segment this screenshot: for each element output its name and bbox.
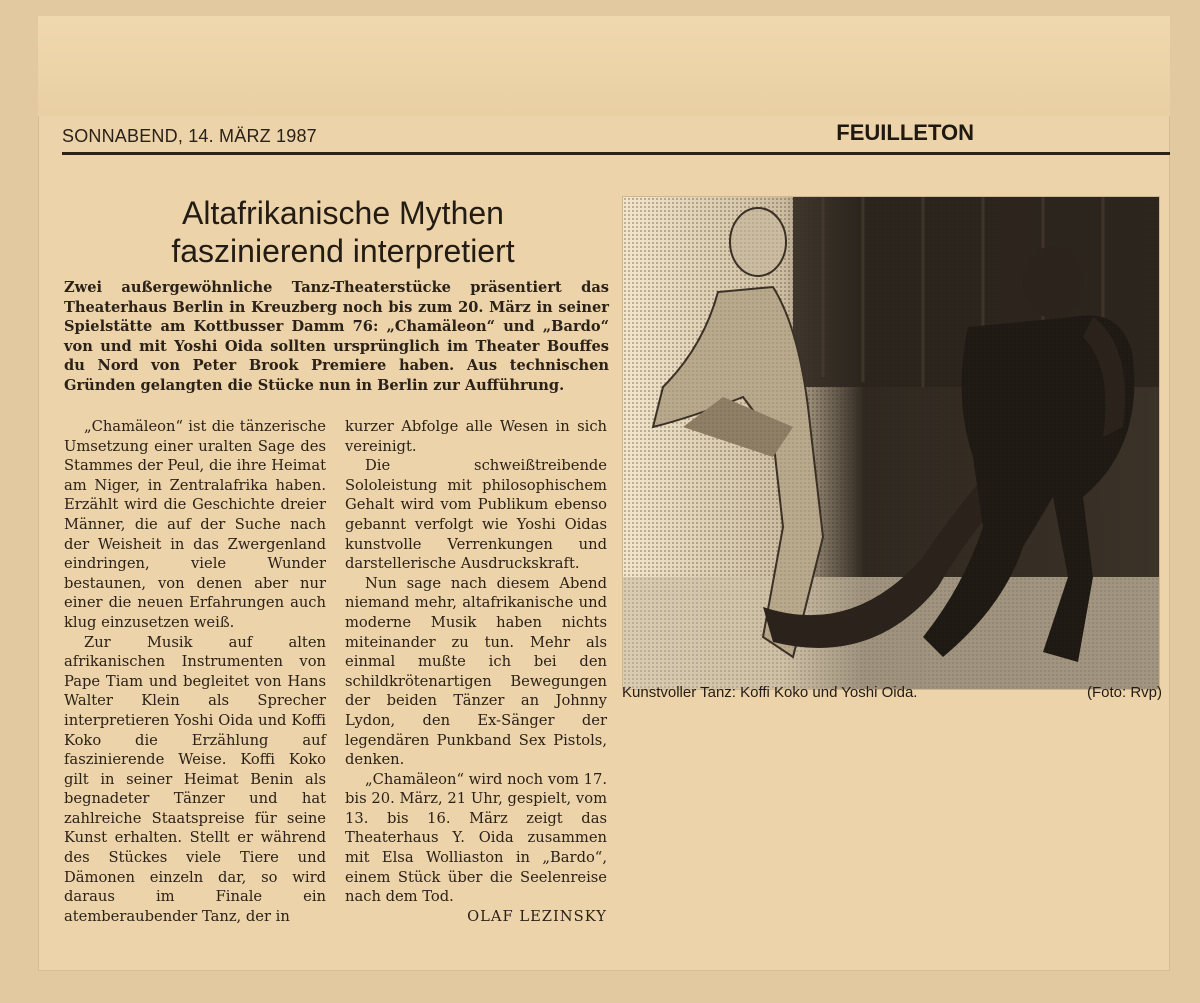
newspaper-clipping <box>38 16 1170 971</box>
masthead-rule <box>62 152 1170 155</box>
headline-line-2: faszinierend interpretiert <box>171 233 515 269</box>
article-column-2 <box>345 417 607 926</box>
photo-credit: (Foto: Rvp) <box>1086 684 1162 701</box>
caption-text: Kunstvoller Tanz: Koffi Koko und Yoshi Oida. <box>622 684 918 701</box>
photo-caption <box>622 684 1162 706</box>
paragraph: kurzer Abfolge alle Wesen in sich vereinigt. <box>345 418 607 455</box>
paragraph: Die schweißtreibende Sololeistung mit philosophischem Gehalt wird vom Publikum ebenso gebannt verfolgt wie Yoshi Oidas kunstvolle Verrenkungen und darstellerische Ausdruckskraft. <box>345 457 607 573</box>
paragraph: Nun sage nach diesem Abend niemand mehr, altafrikanische und moderne Musik haben nichts miteinander zu tun. Mehr als einmal mußte ich bei den schildkrötenartigen Bewegungen der beiden Tänzer an Johnny Lydon, den Ex-Sänger der legendären Punkband Sex Pistols, denken. <box>345 574 607 769</box>
section-title: FEUILLETON <box>836 120 974 145</box>
author-byline: OLAF LEZINSKY <box>467 907 607 925</box>
paper-top-margin <box>38 16 1170 116</box>
paragraph: „Chamäleon“ wird noch vom 17. bis 20. März, 21 Uhr, gespielt, vom 13. bis 16. März zeigt das Theaterhaus Y. Oida zusammen mit Elsa Wolliaston in „Bardo“, einem Stück über die Seelenreise nach dem Tod. <box>345 770 607 906</box>
issue-date: SONNABEND, 14. MÄRZ 1987 <box>62 126 317 146</box>
article-photo <box>622 196 1160 690</box>
paragraph: Zur Musik auf alten afrikanischen Instrumenten von Pape Tiam und begleitet von Hans Walter Klein als Sprecher interpretieren Yoshi Oida und Koffi Koko die Erzählung auf faszinierende Weise. Koffi Koko gilt in seiner Heimat Benin als begnadeter Tänzer und hat zahlreiche Staatspreise für seine Kunst erhalten. Stellt er während des Stückes viele Tiere und Dämonen einzeln dar, so wird daraus im Finale ein atemberaubender Tanz, der in <box>64 633 326 925</box>
article-column-1 <box>64 417 326 926</box>
article-lead: Zwei außergewöhnliche Tanz-Theaterstücke präsentiert das Theaterhaus Berlin in Kreuzberg noch bis zum 20. März in seiner Spielstätte am Kottbusser Damm 76: „Chamäleon“ und „Bardo“ von und mit Yoshi Oida sollten ursprünglich im Theater Bouffes du Nord von Peter Brook Premiere haben. Aus technischen Gründen gelangten die Stücke nun in Berlin zur Aufführung. <box>64 279 609 394</box>
masthead <box>62 120 1170 152</box>
article-headline <box>98 194 588 270</box>
paragraph: „Chamäleon“ ist die tänzerische Umsetzung einer uralten Sage des Stammes der Peul, die ihre Heimat am Niger, in Zentralafrika haben. Erzählt wird die Geschichte dreier Männer, die auf der Suche nach der Weisheit in das Zwergenland eindringen, viele Wunder bestaunen, von denen aber nur einer die neuen Erfahrungen auch klug einzusetzen weiß. <box>64 418 326 631</box>
dancers-photo <box>623 197 1159 689</box>
headline-line-1: Altafrikanische Mythen <box>182 195 504 231</box>
